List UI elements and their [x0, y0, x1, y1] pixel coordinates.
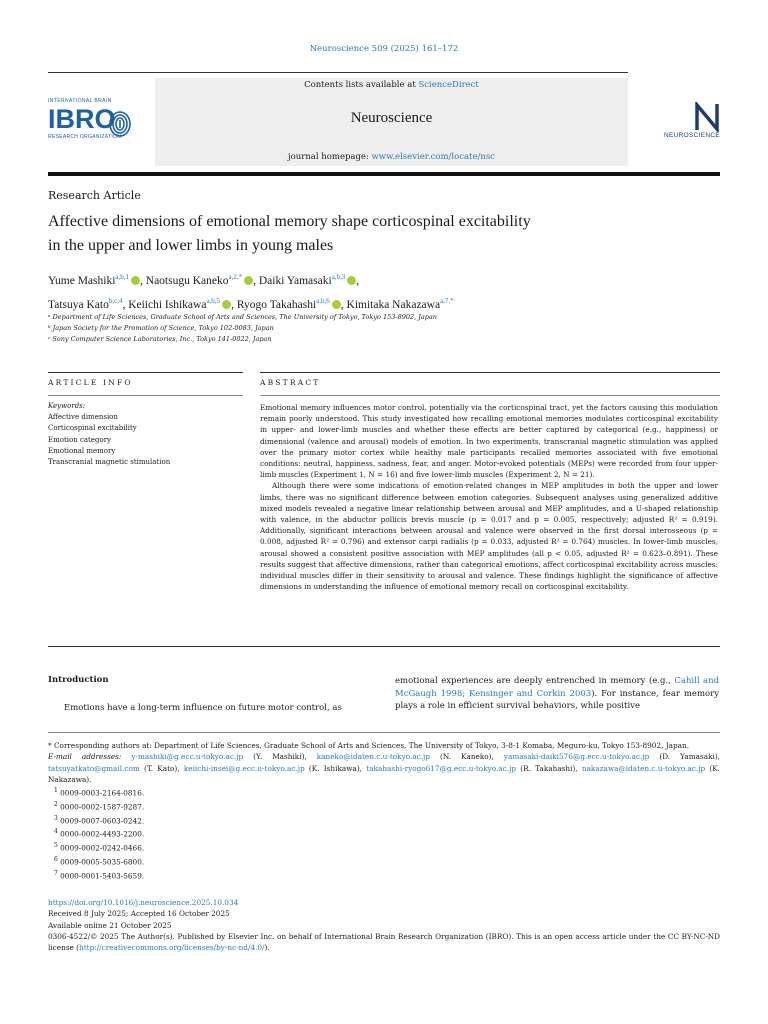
email-link[interactable]: yamasaki-daiki576@g.ecc.u-tokyo.ac.jp: [503, 752, 650, 762]
author-name[interactable]: Tatsuya Kato: [48, 298, 109, 311]
copyright-notice: [48, 931, 720, 954]
ibro-logo-bottom-text: RESEARCH ORGANIZATION: [48, 134, 122, 140]
doi-link[interactable]: https://doi.org/10.1016/j.neuroscience.2025.10.034: [48, 898, 239, 907]
author-name[interactable]: Daiki Yamasaki: [258, 274, 332, 287]
abstract-subrule: [260, 395, 720, 396]
abstract-bottom-rule: [48, 646, 720, 647]
author-name[interactable]: Kimitaka Nakazawa: [346, 298, 441, 311]
keywords-label: Keywords:: [48, 402, 86, 410]
neuroscience-n-icon: [694, 102, 720, 132]
footnote-number: 5: [54, 842, 58, 850]
orcid-id: 0000-0002-1587-9287.: [60, 802, 145, 812]
keywords-block: [48, 401, 170, 468]
orcid-icon[interactable]: [222, 300, 231, 309]
corresponding-author-note: * Corresponding authors at: Department of Life Sciences, Graduate School of Arts and Sciences, The University of Tokyo, 3-8-1 Komaba, Meguro-ku, Tokyo 153-8902, Japan.: [48, 741, 690, 750]
author-name[interactable]: Keiichi Ishikawa: [128, 298, 207, 311]
received-dates: Received 8 July 2025; Accepted 16 October 2025: [48, 909, 230, 919]
footnotes: [48, 740, 720, 881]
orcid-id: 0000-0001-5403-5659.: [60, 870, 145, 880]
ibro-logo-top-text: INTERNATIONAL BRAIN: [48, 98, 112, 104]
email-owner: (T. Kato),: [139, 763, 184, 773]
keyword: Corticospinal excitability: [48, 424, 137, 433]
keyword: Affective dimension: [48, 413, 118, 422]
email-link[interactable]: takahashi-ryogo617@g.ecc.u-tokyo.ac.jp: [366, 763, 517, 773]
header-rule: [48, 72, 628, 73]
orcid-footnotes: [48, 785, 720, 881]
author-affil-sup[interactable]: a,2,*: [228, 273, 243, 281]
author-name[interactable]: Ryogo Takahashi: [236, 298, 317, 311]
citation-link[interactable]: Cahill and McGaugh 1998; Kensinger and Corkin 2003: [395, 676, 720, 699]
article-info-subrule: [48, 395, 243, 396]
author-name[interactable]: Naotsugu Kaneko: [145, 274, 229, 287]
homepage-prefix: journal homepage:: [288, 152, 372, 162]
orcid-icon[interactable]: [332, 300, 341, 309]
email-link[interactable]: y-mashiki@g.ecc.u-tokyo.ac.jp: [131, 752, 244, 762]
author-line-2: Tatsuya Kato$^{b,c,4}$, Keiichi Ishikawa$^{a,b,5}$ , Ryogo Takahashi$^{a,b,6}$ , Kimitaka Nakazawa$^{a,7,*}$: [48, 296, 454, 311]
email-link[interactable]: keiichi-insei@g.ecc.u-tokyo.ac.jp: [183, 763, 305, 773]
email-owner: (D. Yamasaki),: [649, 752, 720, 762]
journal-homepage: [155, 152, 628, 162]
copyright-text: 0306-4522/© 2025 The Author(s). Published by Elsevier Inc. on behalf of International Brain Research Organization (IBRO). This is an open access article under the CC BY-NC-ND license (: [48, 931, 720, 953]
author-affil-sup[interactable]: a,b,1: [115, 273, 130, 281]
orcid-icon[interactable]: [347, 276, 356, 285]
keyword: Emotion category: [48, 435, 112, 444]
affiliation: ᶜ Sony Computer Science Laboratories, Inc., Tokyo 141-0022, Japan: [48, 335, 272, 343]
journal-reference[interactable]: Neuroscience 509 (2025) 161–172: [309, 44, 459, 54]
copyright-text-end: ).: [264, 943, 270, 953]
homepage-link[interactable]: www.elsevier.com/locate/nsc: [371, 152, 495, 162]
article-info-rule: [48, 372, 243, 373]
orcid-footnote: [48, 813, 720, 827]
orcid-id: 0009-0002-0242-0466.: [60, 843, 145, 853]
footnote-number: 6: [54, 855, 58, 863]
author-affil-sup[interactable]: a,b,6: [316, 296, 330, 305]
email-owner: (K. Nakazawa).: [48, 763, 720, 784]
intro-left-column: Emotions have a long-term influence on future motor control, as: [64, 703, 342, 713]
intro-text: emotional experiences are deeply entrenched in memory (e.g.,: [395, 676, 675, 686]
abstract-rule: [260, 372, 720, 373]
intro-right-column: [395, 675, 719, 713]
author-affil-sup[interactable]: a,7,*: [440, 296, 454, 305]
orcid-footnote: [48, 868, 720, 882]
contents-line: [155, 80, 628, 90]
email-link[interactable]: tatsuyatkato@gmail.com: [48, 763, 140, 773]
footnote-number: 4: [54, 828, 58, 836]
email-addresses: [48, 751, 720, 785]
orcid-footnote: [48, 826, 720, 840]
author-affil-sup[interactable]: b,c,4: [108, 296, 123, 305]
article-title: [48, 210, 668, 258]
masthead-rule: [48, 172, 720, 176]
article-type: Research Article: [48, 189, 141, 202]
abstract-paragraph-1: Emotional memory influences motor control, potentially via the corticospinal tract, yet the factors causing this modulation remain poorly understood. This study investigated how recalling emotional memories modulates corticospinal excitability in upper- and lower-limb muscles and whether these effects are better captured by categorical (e.g., happiness) or dimensional (valence and arousal) models of emotion. In two experiments, transcranial magnetic stimulation was applied over the primary motor cortex while healthy male participants recalled memories associated with five emotional conditions: neutral, happiness, sadness, fear, and anger. Motor-evoked potentials (MEPs) were recorded from four upper-limb muscles (Experiment 1, N = 16) and five lower-limb muscles (Experiment 2, N = 21).: [260, 403, 718, 480]
orcid-id: 0009-0003-2164-0816.: [60, 788, 145, 798]
email-owner: (Y. Mashiki),: [243, 752, 317, 762]
journal-name: Neuroscience: [350, 110, 433, 126]
email-owner: (N. Kaneko),: [429, 752, 504, 762]
email-link[interactable]: nakazawa@idaten.c.u-tokyo.ac.jp: [581, 763, 706, 773]
neuroscience-logo-text: NEUROSCIENCE: [664, 132, 720, 139]
orcid-id: 0009-0005-5035-6800.: [60, 857, 145, 867]
available-online: Available online 21 October 2025: [48, 920, 172, 930]
keyword: Emotional memory: [48, 446, 116, 455]
affiliation: ᵇ Japan Society for the Promotion of Science, Tokyo 102-0083, Japan: [48, 324, 274, 332]
author-list: [48, 267, 728, 315]
affiliations: [48, 312, 437, 345]
bibliographic-info: [48, 897, 720, 953]
footnote-number: 3: [54, 814, 58, 822]
title-line-1: Affective dimensions of emotional memory shape corticospinal excitability: [48, 213, 531, 230]
abstract-body: [260, 402, 718, 592]
email-owner: (K. Ishikawa),: [304, 763, 367, 773]
abstract-paragraph-2: Although there were some indications of emotion-related changes in MEP amplitudes in both the upper and lower limbs, there was no significant difference between emotion categories. Subsequent analyses using generalized additive mixed models revealed a negative linear relationship between arousal and MEP amplitudes, and a U-shaped relationship with valence, in the abductor pollicis brevis muscle (p = 0.017 and p = 0.005, respectively; adjusted R² = 0.919). Additionally, significant interactions between arousal and valence were observed in the first dorsal interosseous (p = 0.008, adjusted R² = 0.796) and extensor carpi radialis (p = 0.033, adjusted R² = 0.764) muscles. In lower-limb muscles, arousal showed a consistent positive association with MEP amplitudes (all p < 0.05, adjusted R² = 0.623–0.891). These results suggest that affective dimensions, rather than categorical emotions, affect corticospinal excitability across muscles: individual muscles differ in their sensitivity to arousal and valence. These findings highlight the significance of affective dimensions in understanding the influence of emotional memory recall on corticospinal excitability.: [260, 481, 718, 592]
author-name[interactable]: Yume Mashiki: [48, 274, 116, 287]
intro-text: ). For instance, fear memory plays a role in efficient survival behaviors, while positive: [395, 688, 720, 711]
email-label: E-mail addresses:: [48, 752, 122, 762]
keyword: Transcranial magnetic stimulation: [48, 458, 171, 467]
orcid-icon[interactable]: [131, 276, 140, 285]
sciencedirect-link[interactable]: ScienceDirect: [418, 80, 479, 90]
author-line-1: Yume Mashiki$^{a,b,1}$ , Naotsugu Kaneko$^{a,2,*}$ , Daiki Yamasaki$^{a,b,3}$ ,: [48, 273, 360, 287]
article-info-heading: ARTICLE INFO: [48, 378, 133, 387]
license-link[interactable]: http://creativecommons.org/licenses/by-nc-nd/4.0/: [79, 943, 265, 953]
email-owner: (R. Takahashi),: [516, 763, 582, 773]
email-link[interactable]: kaneko@idaten.c.u-tokyo.ac.jp: [316, 752, 430, 762]
author-affil-sup[interactable]: a,b,5: [206, 296, 221, 305]
footnote-rule: [48, 732, 720, 733]
contents-prefix: Contents lists available at: [304, 80, 419, 90]
orcid-footnote: [48, 785, 720, 799]
orcid-footnote: [48, 840, 720, 854]
footnote-number: 1: [54, 787, 58, 795]
orcid-footnote: [48, 799, 720, 813]
author-affil-sup[interactable]: a,b,3: [331, 273, 346, 281]
title-line-2: in the upper and lower limbs in young males: [48, 237, 334, 254]
abstract-heading: ABSTRACT: [260, 378, 321, 387]
orcid-footnote: [48, 854, 720, 868]
introduction-heading: Introduction: [48, 675, 109, 685]
orcid-id: 0009-0007-0603-0242.: [60, 816, 145, 826]
footnote-number: 2: [54, 800, 58, 808]
fingerprint-icon: [108, 110, 132, 138]
orcid-id: 0000-0002-4493-2200.: [60, 829, 145, 839]
neuroscience-logo: [640, 102, 720, 139]
orcid-icon[interactable]: [244, 276, 253, 285]
ibro-letters: IBRO: [48, 104, 116, 134]
footnote-number: 7: [54, 869, 58, 877]
affiliation: ᵃ Department of Life Sciences, Graduate School of Arts and Sciences, The University of Tokyo, Tokyo 153-8902, Japan: [48, 313, 437, 321]
